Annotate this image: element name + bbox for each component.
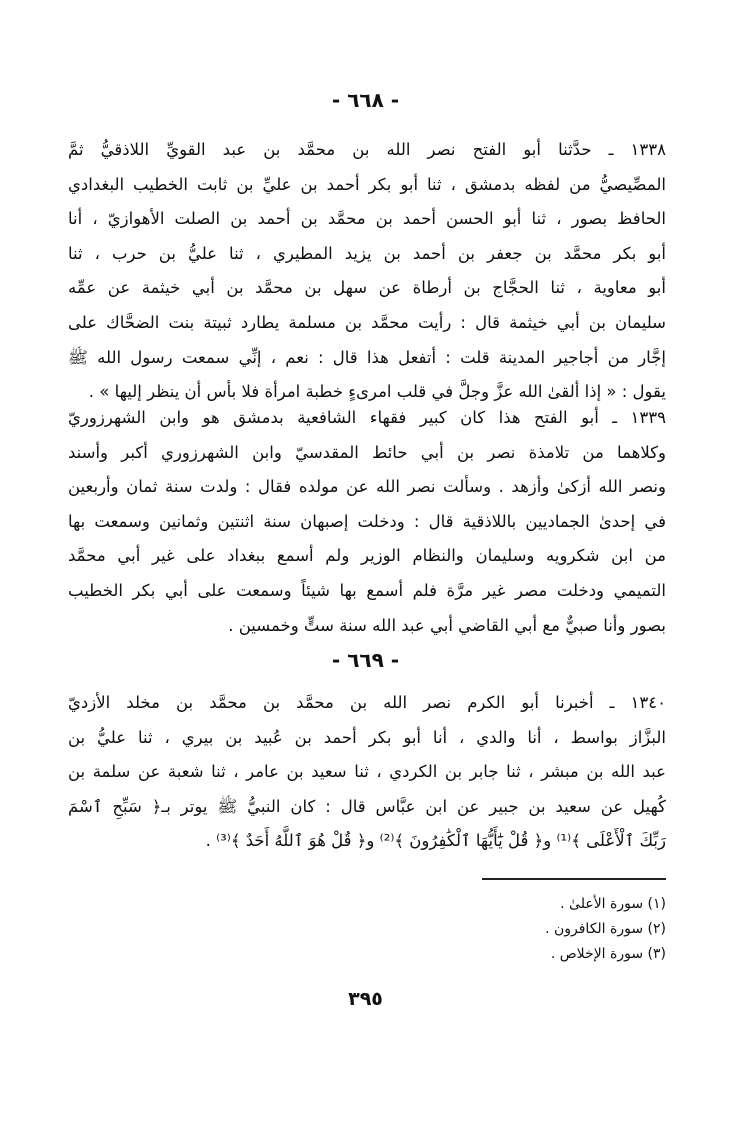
hadith-1339-paragraph bbox=[68, 401, 666, 643]
text-line: ونصر الله أزكىٰ وأزهد . وسألت نصر الله عن مولده فقال : ولدت سنة ثمان وأربعين bbox=[68, 477, 666, 497]
page-number: ٣٩٥ bbox=[348, 988, 383, 1010]
text-line: في إحدىٰ الجماديين باللاذقية قال : ودخلت إصبهان سنة اثنتين وثمانين وسمعت بها bbox=[68, 511, 666, 531]
text-line: سليمان بن أبي خيثمة قال : رأيت محمَّد بن مسلمة يطارد ثبيتة بنت الضحَّاك على bbox=[68, 312, 666, 332]
footnote-item: (٣) سورة الإخلاص . bbox=[550, 946, 666, 962]
text-line: التميمي ودخلت مصر غير مرَّة فلم أسمع بها شيئاً وسمعت على أبي بكر الخطيب bbox=[68, 580, 666, 600]
footnotes bbox=[300, 892, 666, 967]
footnote-item: (٢) سورة الكافرون . bbox=[545, 921, 666, 937]
section-number-header: - ٦٦٨ - bbox=[331, 88, 400, 112]
text-line: البزَّاز بواسط ، أنا والدي ، أنا أبو بكر أحمد بن عُبيد بن بيري ، ثنا عليُّ بن bbox=[68, 727, 666, 747]
text-line: ١٣٣٨ ـ حدَّثنا أبو الفتح نصر الله بن محمَّد بن عبد القويِّ اللاذقيُّ ثمَّ bbox=[68, 140, 666, 159]
text-line: الحافظ بصور ، ثنا أبو الحسن أحمد بن محمَّد بن أحمد بن الصلت الأهوازيّ ، أنا bbox=[68, 209, 666, 229]
text-line: أبو بكر محمَّد بن جعفر بن أحمد بن يزيد المطيري ، ثنا عليُّ بن حرب ، ثنا bbox=[68, 243, 666, 263]
text-line: يقول : « إذا ألقىٰ الله عزَّ وجلَّ في قلب امرىءٍ خطبة امرأة فلا بأس أن ينظر إليها » . bbox=[88, 382, 666, 402]
text-line: عبد الله بن مبشر ، ثنا جابر بن الكردي ، ثنا سعيد بن عامر ، ثنا شعبة عن سلمة بن bbox=[68, 762, 666, 782]
text-line: كُهيل عن سعيد بن جبير عن ابن عبَّاس قال : كان النبيُّ ﷺ يوتر بـ﴿ سَبِّحِ ٱسْمَ bbox=[68, 796, 666, 816]
text-line: من ابن شكرويه وسليمان والنظام الوزير ولم أسمع ببغداد على غير أبي محمَّد bbox=[68, 546, 666, 566]
footnote-item: (١) سورة الأعلىٰ . bbox=[560, 896, 666, 912]
text-line: أبو معاوية ، ثنا الحجَّاج بن أرطاة عن سهل بن محمَّد بن أبي خيثمة عن عمِّه bbox=[68, 278, 666, 298]
text-line: رَبِّكَ ٱلْأَعْلَى ﴾⁽¹⁾ و﴿ قُلْ يَٰٓأَيُّهَا ٱلْكَٰفِرُونَ ﴾⁽²⁾ و﴿ قُلْ هُوَ ٱللَّهُ أَحَدٌ ﴾⁽³⁾ . bbox=[205, 831, 666, 851]
text-line: وكلاهما من تلامذة نصر بن أبي حائط المقدسيّ وابن الشهرزوري أكبر وأسند bbox=[68, 442, 666, 462]
text-line: ١٣٣٩ ـ أبو الفتح هذا كان كبير فقهاء الشافعية بدمشق هو وابن الشهرزوريّ bbox=[68, 408, 666, 427]
hadith-1338-paragraph bbox=[68, 133, 666, 410]
footnote-divider bbox=[482, 878, 666, 880]
text-line: المصِّيصيُّ من لفظه بدمشق ، ثنا أبو بكر أحمد بن عليِّ بن ثابت الخطيب البغدادي bbox=[68, 174, 666, 194]
text-line: ١٣٤٠ ـ أخبرنا أبو الكرم نصر الله بن محمَّد بن محمَّد بن مخلد الأزديّ bbox=[68, 693, 666, 712]
text-line: بصور وأنا صبيٌّ مع أبي القاضي أبي عبد الله سنة ستٍّ وخمسين . bbox=[228, 615, 666, 635]
section-number-divider: - ٦٦٩ - bbox=[331, 648, 400, 672]
text-line: إجَّار من أجاجير المدينة قلت : أتفعل هذا قال : نعم ، إنِّي سمعت رسول الله ﷺ bbox=[68, 347, 666, 367]
hadith-1340-paragraph bbox=[68, 686, 666, 859]
